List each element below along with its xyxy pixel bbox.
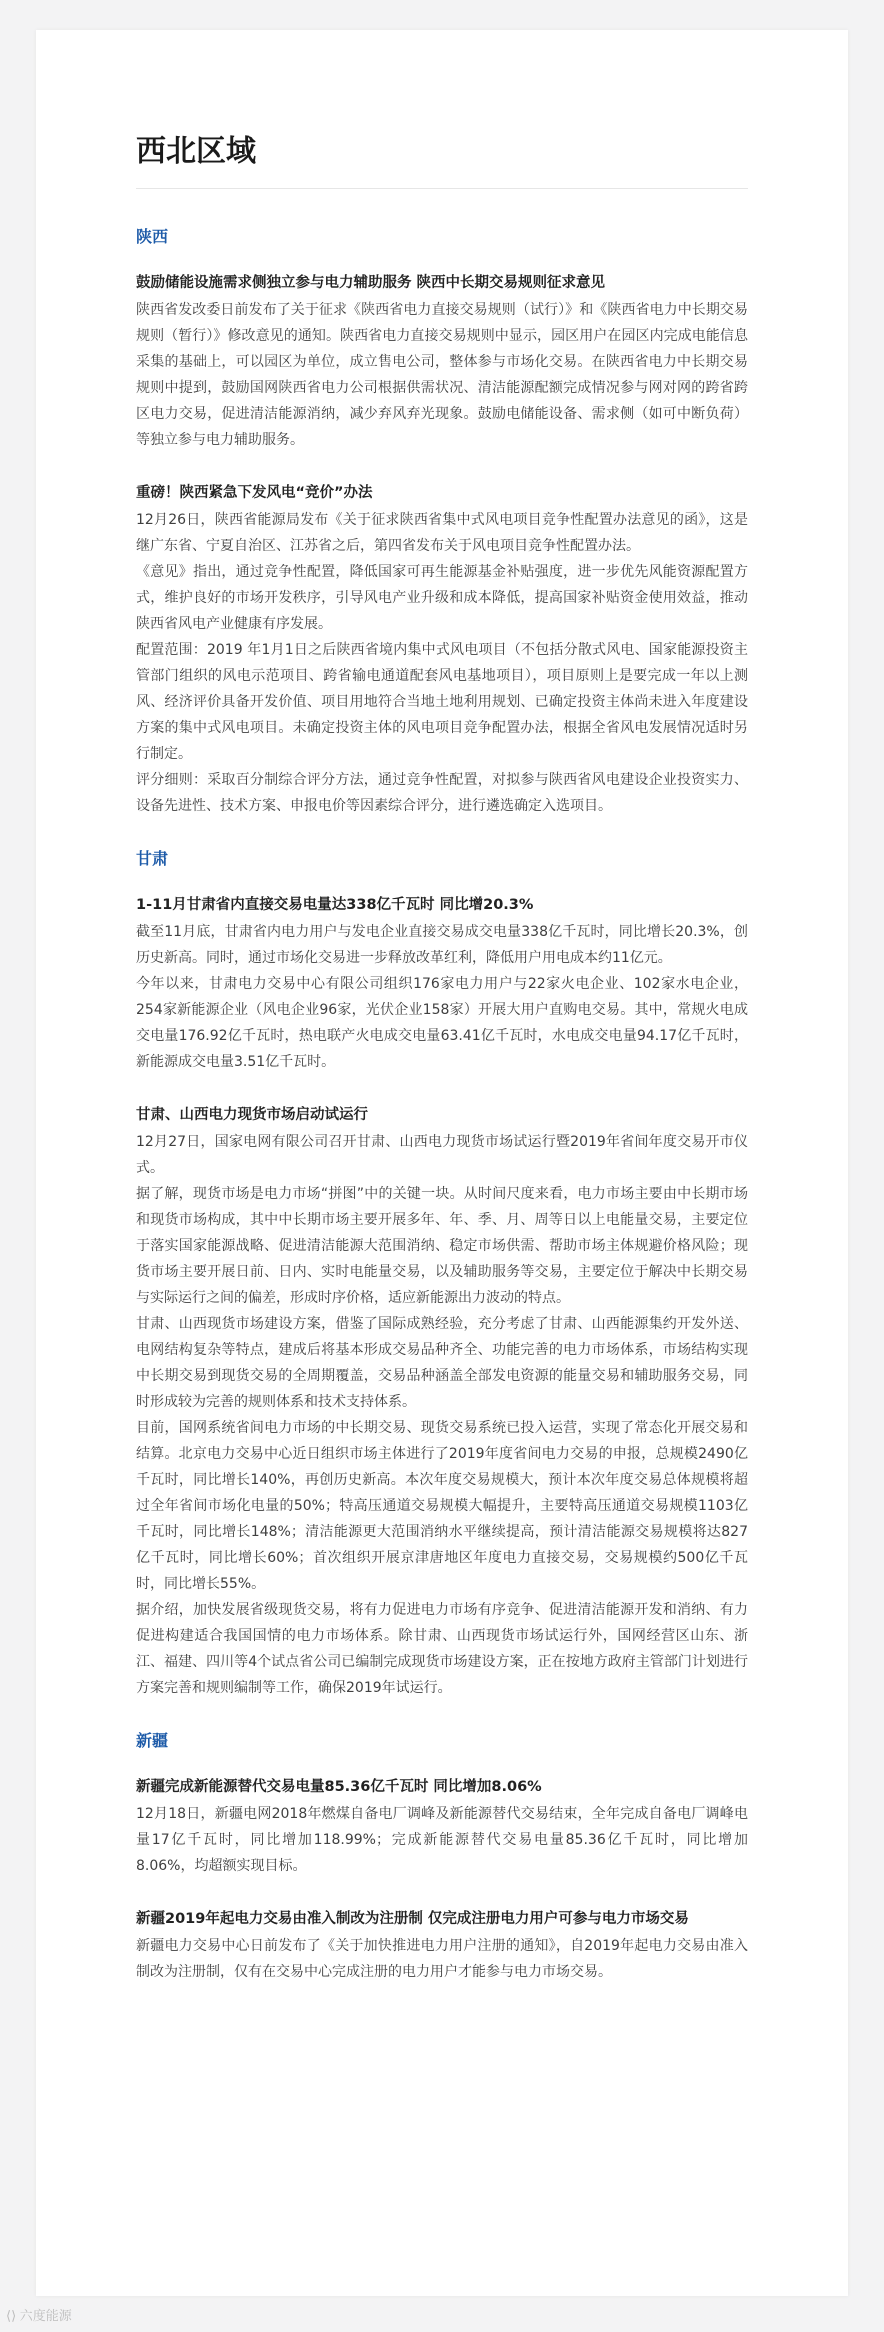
article [136,271,748,453]
region-section [136,225,748,819]
region-title: 甘肃 [136,849,169,868]
article-paragraph: 新疆电力交易中心日前发布了《关于加快推进电力用户注册的通知》，自2019年起电力交易由准入制改为注册制，仅有在交易中心完成注册的电力用户才能参与电力市场交易。 [136,1938,748,1980]
page-title: 西北区域 [136,130,748,189]
article-title: 1-11月甘肃省内直接交易电量达338亿千瓦时 同比增20.3% [136,897,534,913]
article [136,481,748,819]
region-section [136,847,748,1701]
article-paragraph: 今年以来，甘肃电力交易中心有限公司组织176家电力用户与22家火电企业、102家水电企业，254家新能源企业（风电企业96家，光伏企业158家）开展大用户直购电交易。其中，常规火电成交电量176.92亿千瓦时，热电联产火电成交电量63.41亿千瓦时，水电成交电量94.17亿千瓦时，新能源成交电量3.51亿千瓦时。 [136,976,748,1070]
article-paragraph: 评分细则：采取百分制综合评分方法，通过竞争性配置，对拟参与陕西省风电建设企业投资实力、设备先进性、技术方案、申报电价等因素综合评分，进行遴选确定入选项目。 [136,772,748,814]
article [136,1103,748,1701]
article-title: 鼓励储能设施需求侧独立参与电力辅助服务 陕西中长期交易规则征求意见 [136,275,606,291]
region-title: 新疆 [136,1731,169,1750]
regions-container [136,225,748,1985]
article [136,1775,748,1879]
article-paragraph: 据介绍，加快发展省级现货交易，将有力促进电力市场有序竞争、促进清洁能源开发和消纳、有力促进构建适合我国国情的电力市场体系。除甘肃、山西现货市场试运行外，国网经营区山东、浙江、福建、四川等4个试点省公司已编制完成现货市场建设方案，正在按地方政府主管部门计划进行方案完善和规则编制等工作，确保2019年试运行。 [136,1602,748,1696]
region-section [136,1729,748,1985]
article-title: 新疆2019年起电力交易由准入制改为注册制 仅完成注册电力用户可参与电力市场交易 [136,1911,689,1927]
document-page [36,30,848,2296]
article-paragraph: 12月18日，新疆电网2018年燃煤自备电厂调峰及新能源替代交易结束，全年完成自备电厂调峰电量17亿千瓦时，同比增加118.99%；完成新能源替代交易电量85.36亿千瓦时，同比增加8.06%，均超额实现目标。 [136,1806,748,1874]
article-paragraph: 陕西省发改委日前发布了关于征求《陕西省电力直接交易规则（试行）》和《陕西省电力中长期交易规则（暂行）》修改意见的通知。陕西省电力直接交易规则中显示，园区用户在园区内完成电能信息采集的基础上，可以园区为单位，成立售电公司，整体参与市场化交易。在陕西省电力中长期交易规则中提到，鼓励国网陕西省电力公司根据供需状况、清洁能源配额完成情况参与网对网的跨省跨区电力交易，促进清洁能源消纳，减少弃风弃光现象。鼓励电储能设备、需求侧（如可中断负荷）等独立参与电力辅助服务。 [136,302,748,448]
article-title: 新疆完成新能源替代交易电量85.36亿千瓦时 同比增加8.06% [136,1779,542,1795]
article [136,1907,748,1985]
article-paragraph: 目前，国网系统省间电力市场的中长期交易、现货交易系统已投入运营，实现了常态化开展交易和结算。北京电力交易中心近日组织市场主体进行了2019年度省间电力交易的申报，总规模2490亿千瓦时，同比增长140%，再创历史新高。本次年度交易规模大，预计本次年度交易总体规模将超过全年省间市场化电量的50%；特高压通道交易规模大幅提升，主要特高压通道交易规模1103亿千瓦时，同比增长148%；清洁能源更大范围消纳水平继续提高，预计清洁能源交易规模将达827亿千瓦时，同比增长60%；首次组织开展京津唐地区年度电力直接交易，交易规模约500亿千瓦时，同比增长55%。 [136,1420,748,1592]
document-content [136,130,748,2013]
article-paragraph: 截至11月底，甘肃省内电力用户与发电企业直接交易成交电量338亿千瓦时，同比增长20.3%，创历史新高。同时，通过市场化交易进一步释放改革红利，降低用户用电成本约11亿元。 [136,924,748,966]
article-paragraph: 12月27日，国家电网有限公司召开甘肃、山西电力现货市场试运行暨2019年省间年度交易开市仪式。 [136,1134,748,1176]
article-paragraph: 《意见》指出，通过竞争性配置，降低国家可再生能源基金补贴强度，进一步优先风能资源配置方式，维护良好的市场开发秩序，引导风电产业升级和成本降低，提高国家补贴资金使用效益，推动陕西省风电产业健康有序发展。 [136,564,748,632]
article-paragraph: 甘肃、山西现货市场建设方案，借鉴了国际成熟经验，充分考虑了甘肃、山西能源集约开发外送、电网结构复杂等特点，建成后将基本形成交易品种齐全、功能完善的电力市场体系，市场结构实现中长期交易到现货交易的全周期覆盖，交易品种涵盖全部发电资源的能量交易和辅助服务交易，同时形成较为完善的规则体系和技术支持体系。 [136,1316,748,1410]
article [136,893,748,1075]
region-title: 陕西 [136,227,169,246]
article-paragraph: 据了解，现货市场是电力市场“拼图”中的关键一块。从时间尺度来看，电力市场主要由中长期市场和现货市场构成，其中中长期市场主要开展多年、年、季、月、周等日以上电能量交易，主要定位于落实国家能源战略、促进清洁能源大范围消纳、稳定市场供需、帮助市场主体规避价格风险；现货市场主要开展日前、日内、实时电能量交易，以及辅助服务等交易，主要定位于解决中长期交易与实际运行之间的偏差，形成时序价格，适应新能源出力波动的特点。 [136,1186,748,1306]
watermark-logo: ⟨⟩ 六度能源 [6,2308,72,2323]
article-title: 甘肃、山西电力现货市场启动试运行 [136,1107,368,1123]
article-paragraph: 12月26日，陕西省能源局发布《关于征求陕西省集中式风电项目竞争性配置办法意见的函》，这是继广东省、宁夏自治区、江苏省之后，第四省发布关于风电项目竞争性配置办法。 [136,512,748,554]
article-title: 重磅！陕西紧急下发风电“竞价”办法 [136,485,373,501]
article-paragraph: 配置范围：2019 年1月1日之后陕西省境内集中式风电项目（不包括分散式风电、国家能源投资主管部门组织的风电示范项目、跨省输电通道配套风电基地项目），项目原则上是要完成一年以上测风、经济评价具备开发价值、项目用地符合当地土地利用规划、已确定投资主体尚未进入年度建设方案的集中式风电项目。未确定投资主体的风电项目竞争配置办法，根据全省风电发展情况适时另行制定。 [136,642,748,762]
